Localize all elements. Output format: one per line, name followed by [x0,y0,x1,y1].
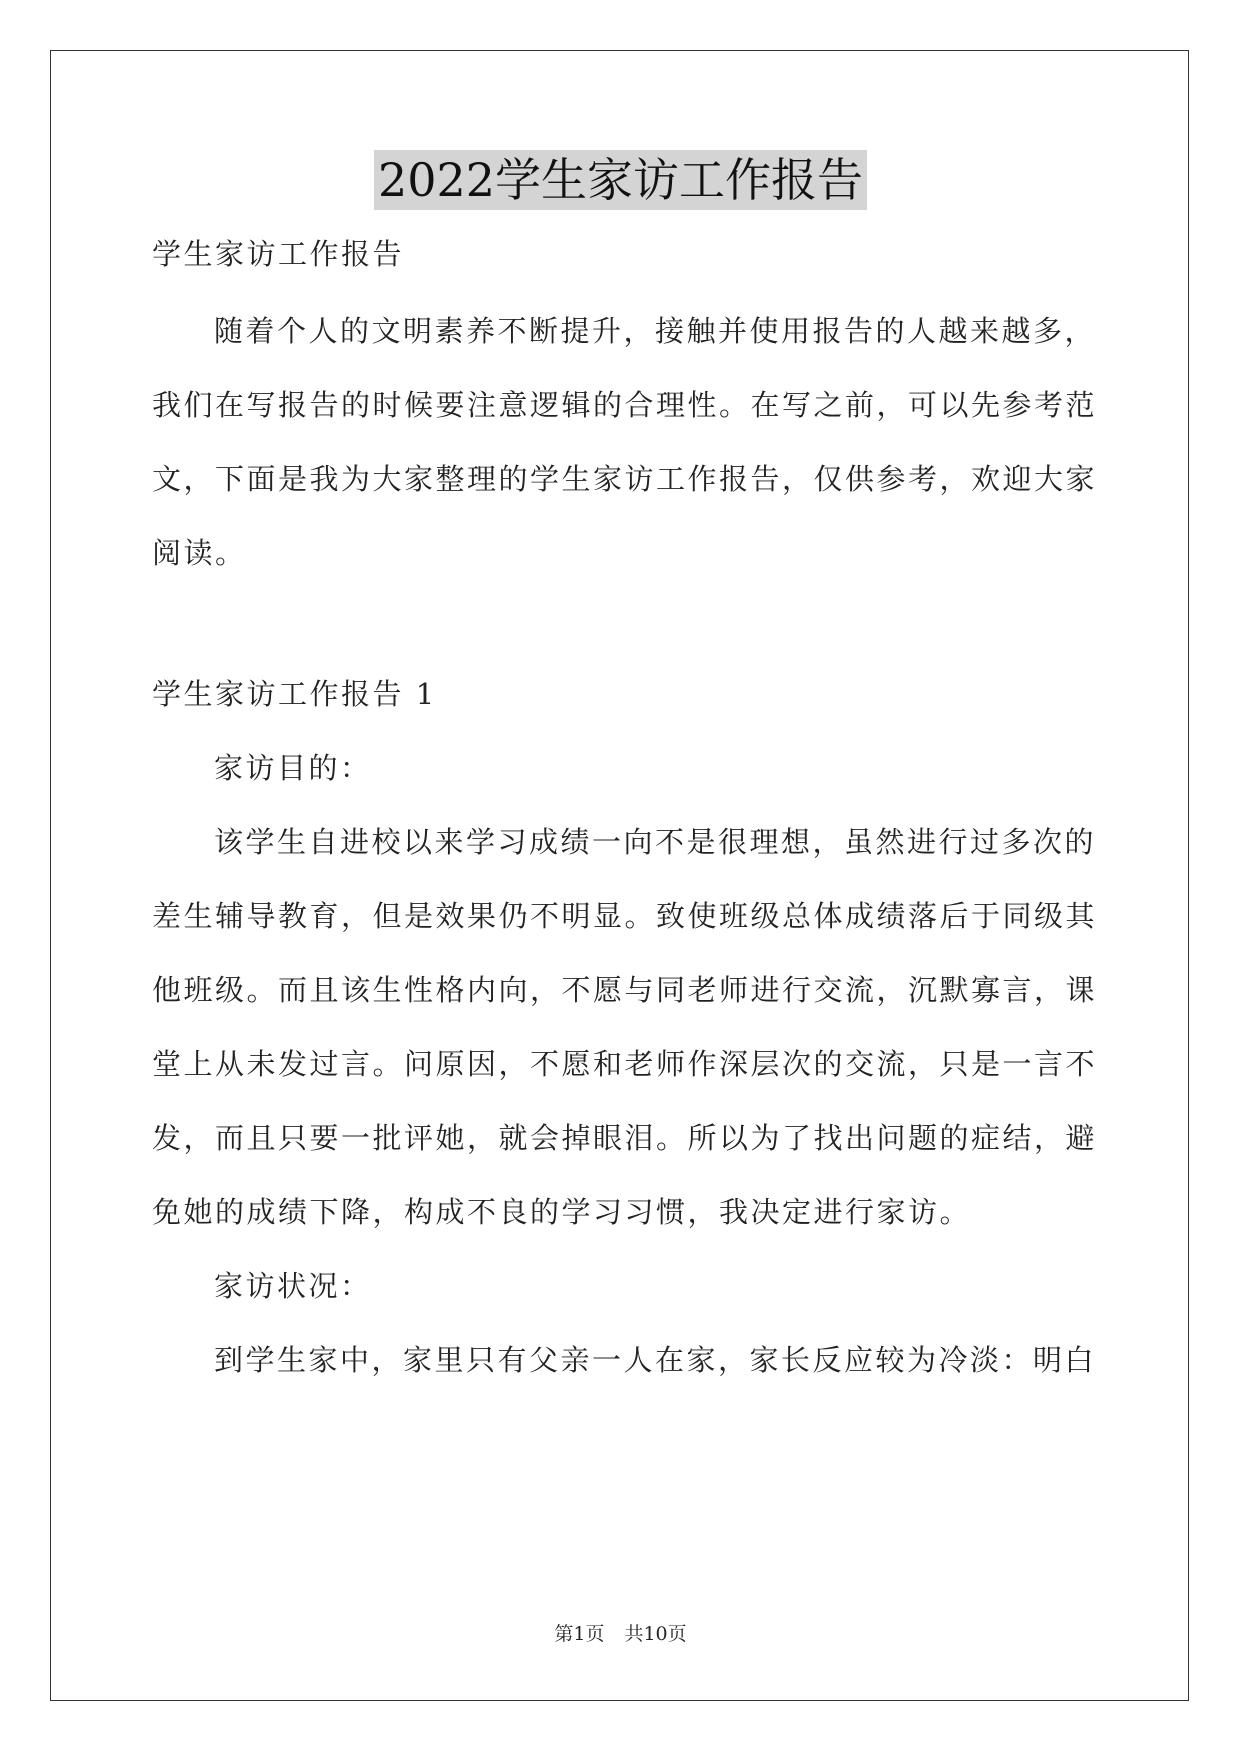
title-container [0,150,1241,210]
paragraph-line: 该学生自进校以来学习成绩一向不是很理想，虽然进行过多次的 [214,825,1097,859]
paragraph-line: 我们在写报告的时候要注意逻辑的合理性。在写之前，可以先参考范 [152,388,1098,422]
page-number: 第1页 [554,1623,605,1645]
section-heading: 学生家访工作报告 [152,237,405,271]
paragraph-line: 随着个人的文明素养不断提升，接触并使用报告的人越来越多， [214,314,1097,348]
paragraph-line: 差生辅导教育，但是效果仍不明显。致使班级总体成绩落后于同级其 [152,899,1098,933]
document-title: 2022学生家访工作报告 [374,150,867,210]
paragraph-line: 到学生家中，家里只有父亲一人在家，家长反应较为冷淡：明白 [214,1343,1097,1377]
paragraph-line: 堂上从未发过言。问原因，不愿和老师作深层次的交流，只是一言不 [152,1047,1098,1081]
paragraph-line: 他班级。而且该生性格内向，不愿与同老师进行交流，沉默寡言，课 [152,973,1098,1007]
section-heading: 学生家访工作报告 1 [152,677,437,711]
page-total: 共10页 [624,1623,687,1645]
paragraph-line: 阅读。 [152,536,247,570]
paragraph-line: 发，而且只要一批评她，就会掉眼泪。所以为了找出问题的症结，避 [152,1121,1098,1155]
paragraph-line: 文，下面是我为大家整理的学生家访工作报告，仅供参考，欢迎大家 [152,462,1098,496]
paragraph-line: 免她的成绩下降，构成不良的学习习惯，我决定进行家访。 [152,1195,972,1229]
subheading: 家访目的： [214,751,372,785]
subheading: 家访状况： [214,1269,372,1303]
page-border [50,50,1189,1701]
page-footer [0,1621,1241,1647]
